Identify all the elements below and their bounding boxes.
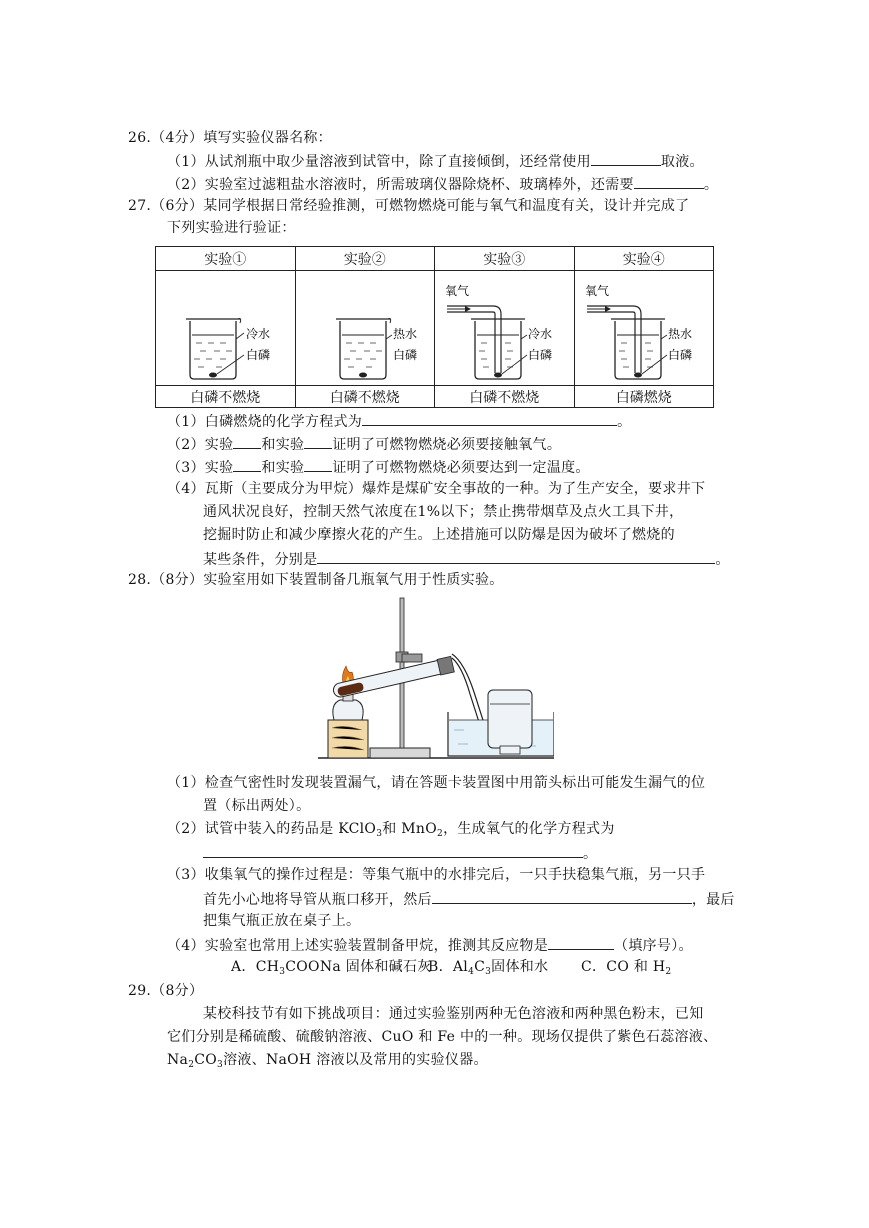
figure-exp1 [156,271,296,386]
figure-exp3 [435,271,575,386]
q28-blank3[interactable] [432,888,692,904]
q26-part2: （2）实验室过滤粗盐水溶液时，所需玻璃仪器除烧杯、玻璃棒外，还需要 。 [167,173,718,195]
q27-part4-line2: 通风状况良好，控制天然气浓度在1%以下；禁止携带烟草及点火工具下井， [203,504,684,520]
q27-heading-cont: 下列实验进行验证： [167,220,296,236]
table-result-exp2: 白磷不燃烧 [295,386,435,408]
svg-text:白磷: 白磷 [392,348,417,362]
q28-part2-answer: 。 [203,842,597,864]
beaker-oxygen-hot-water-icon [575,273,713,383]
beaker-hot-water-icon [296,273,434,383]
q26-heading: 26.（4分）填写实验仪器名称： [128,130,332,146]
q26-blank1[interactable] [591,150,661,166]
q28-option-a: A．$CH_3COONa$ 固体和碱石灰 [231,959,432,977]
svg-text:白磷: 白磷 [528,348,553,362]
table-result-exp3: 白磷不燃烧 [435,386,575,408]
q27-blank3b[interactable] [304,456,332,472]
q27-part4-line4: 某些条件，分别是 。 [203,548,730,570]
q28-blank-equation[interactable] [203,842,583,858]
table-result-exp4: 白磷燃烧 [574,386,714,408]
q29-heading: 29.（8分） [128,983,204,999]
q28-part2: （2）试管中装入的药品是 KClO$_3$和 MnO$_2$，生成氧气的化学方程式为 [167,821,615,839]
q28-option-c: C．CO 和 $H_2$ [581,959,672,977]
svg-text:热水: 热水 [392,327,417,341]
svg-text:白磷: 白磷 [667,348,692,362]
beaker-cold-water-icon [156,273,294,383]
table-header-exp4: 实验④ [574,247,714,271]
q27-blank4[interactable] [317,548,715,564]
svg-text:冷水: 冷水 [528,327,553,341]
table-header-exp3: 实验③ [435,247,575,271]
q27-part3: （3）实验 和实验 证明了可燃物燃烧必须要达到一定温度。 [167,456,590,478]
q28-part3-line1: （3）收集氧气的操作过程是：等集气瓶中的水排完后，一只手扶稳集气瓶，另一只手 [167,867,706,883]
q28-option-b: B．$Al_4C_3$固体和水 [428,959,549,977]
svg-text:冷水: 冷水 [246,327,271,341]
q27-part4-line3: 挖掘时防止和减少摩擦火花的产生。上述措施可以防爆是因为破坏了燃烧的 [203,527,675,543]
q28-part1-line2: 置（标出两处）。 [203,798,311,814]
q29-line3: $Na_2CO_3$溶液、NaOH 溶液以及常用的实验仪器。 [167,1052,488,1070]
q29-line1: 某校科技节有如下挑战项目：通过实验鉴别两种无色溶液和两种黑色粉末，已知 [203,1006,704,1022]
q27-blank2a[interactable] [233,433,261,449]
q27-part4-line1: （4）瓦斯（主要成分为甲烷）爆炸是煤矿安全事故的一种。为了生产安全，要求井下 [167,481,706,497]
svg-text:热水: 热水 [667,327,692,341]
q27-blank-equation[interactable] [362,410,617,426]
q28-part1-line1: （1）检查气密性时发现装置漏气，请在答题卡装置图中用箭头标出可能发生漏气的位 [167,775,706,791]
q28-part3-line2: 首先小心地将导管从瓶口移开，然后 ，最后 [203,888,735,910]
q28-part4: （4）实验室也常用上述实验装置制备甲烷，推测其反应物是 （填序号）。 [167,934,693,956]
oxygen-apparatus-figure [318,592,554,762]
q27-part1: （1）白磷燃烧的化学方程式为 。 [167,410,631,432]
figure-exp2 [295,271,435,386]
table-header-exp2: 实验② [295,247,435,271]
svg-text:白磷: 白磷 [246,348,271,362]
figure-exp4 [574,271,714,386]
q29-line2: 它们分别是稀硫酸、硫酸钠溶液、CuO 和 Fe 中的一种。现场仅提供了紫色石蕊溶液、 [167,1029,718,1045]
table-header-exp1: 实验① [156,247,296,271]
experiment-table [155,246,714,408]
svg-text:氧气: 氧气 [445,284,470,298]
table-result-exp1: 白磷不燃烧 [156,386,296,408]
q27-heading: 27.（6分）某同学根据日常经验推测，可燃物燃烧可能与氧气和温度有关，设计并完成了 [128,198,690,214]
q28-heading: 28.（8分）实验室用如下装置制备几瓶氧气用于性质实验。 [128,572,504,588]
q27-blank2b[interactable] [304,433,332,449]
q27-blank3a[interactable] [233,456,261,472]
svg-text:氧气: 氧气 [584,284,609,298]
q26-blank2[interactable] [634,173,704,189]
q28-part3-line3: 把集气瓶正放在桌子上。 [203,913,361,929]
beaker-oxygen-cold-water-icon [435,273,573,383]
q28-blank4[interactable] [548,934,614,950]
q26-part1: （1）从试剂瓶中取少量溶液到试管中，除了直接倾倒，还经常使用 取液。 [167,150,704,172]
q27-part2: （2）实验 和实验 证明了可燃物燃烧必须要接触氧气。 [167,433,561,455]
